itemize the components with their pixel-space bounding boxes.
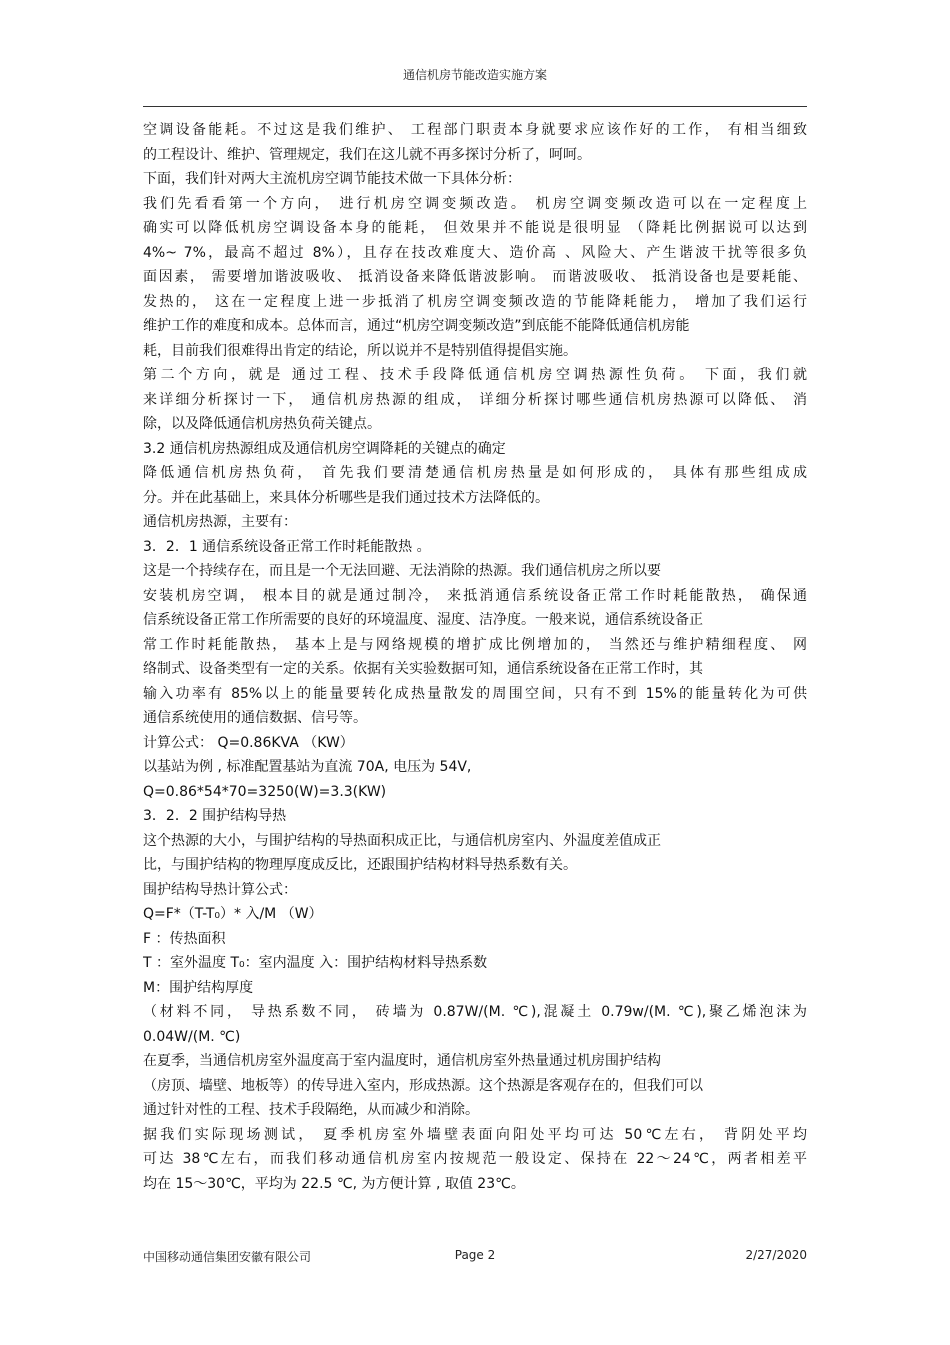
text-line: 通信系统使用的通信数据、信号等。 <box>143 710 367 726</box>
page-header: 通信机房节能改造实施方案 <box>402 68 547 82</box>
text-line: 比，与围护结构的物理厚度成反比，还跟围护结构材料导热系数有关。 <box>143 857 577 873</box>
text-line: 的工程设计、维护、管理规定，我们在这儿就不再多探讨分析了，呵呵。 <box>143 146 591 163</box>
text-line: 下面，我们针对两大主流机房空调节能技术做一下具体分析： <box>143 171 521 187</box>
text-line: 围护结构导热计算公式： <box>143 881 297 898</box>
formula-legend: T ：室外温度 T₀：室内温度 入：围护结构材料导热系数 <box>143 955 488 971</box>
text-line: （房顶、墙壁、地板等）的传导进入室内，形成热源。这个热源是客观存在的，但我们可以 <box>143 1077 703 1094</box>
text-line: 以基站为例 , 标准配置基站为直流 70A, 电压为 54V, <box>143 759 472 775</box>
section-heading: 3.2 通信机房热源组成及通信机房空调降耗的关键点的确定 <box>143 440 506 457</box>
text-line: 我们先看看第一个方向， 进行机房空调变频改造。 机房空调变频改造可以在一定程度上 <box>143 195 807 212</box>
text-line: 可达 38℃左右，而我们移动通信机房室内按规范一般设定、保持在 22～24℃，两者相差平 <box>143 1151 807 1167</box>
formula-legend: M：围护结构厚度 <box>143 979 254 996</box>
text-line: 耗，目前我们很难得出肯定的结论，所以说并不是特别值得提倡实施。 <box>143 342 577 359</box>
text-line: 空调设备能耗。不过这是我们维护、 工程部门职责本身就要求应该作好的工作， 有相当细致 <box>143 122 807 138</box>
header-rule <box>143 106 807 107</box>
formula-line: Q=F*（T-T₀）* 入/M （W） <box>143 906 323 922</box>
text-line: 在夏季，当通信机房室外温度高于室内温度时，通信机房室外热量通过机房围护结构 <box>143 1053 661 1069</box>
subsection-heading: 3．2．2 围护结构导热 <box>143 808 287 824</box>
formula-legend: F ：传热面积 <box>143 930 226 947</box>
text-line: 安装机房空调， 根本目的就是通过制冷， 来抵消通信系统设备正常工作时耗能散热， 确保通 <box>143 587 807 604</box>
text-line: 通过针对性的工程、技术手段隔绝，从而减少和消除。 <box>143 1102 479 1118</box>
text-line: 来详细分析探讨一下， 通信机房热源的组成， 详细分析探讨哪些通信机房热源可以降低、 消 <box>143 391 807 408</box>
formula-line: Q=0.86*54*70=3250(W)=3.3(KW) <box>143 783 387 800</box>
footer-page-number: Page 2 <box>454 1248 496 1262</box>
text-line: 络制式、设备类型有一定的关系。依据有关实验数据可知，通信系统设备在正常工作时，其 <box>143 661 703 677</box>
text-line: 降低通信机房热负荷， 首先我们要清楚通信机房热量是如何形成的， 具体有那些组成成 <box>143 465 807 481</box>
text-line: 维护工作的难度和成本。总体而言，通过“机房空调变频改造”到底能不能降低通信机房能 <box>143 318 690 334</box>
text-line: 这个热源的大小，与围护结构的导热面积成正比，与通信机房室内、外温度差值成正 <box>143 832 661 849</box>
footer-date: 2/27/2020 <box>745 1248 807 1262</box>
formula-line: 计算公式： Q=0.86KVA （KW） <box>143 734 354 751</box>
subsection-heading: 3．2．1 通信系统设备正常工作时耗能散热 。 <box>143 538 431 555</box>
text-line: 4%~ 7%，最高不超过 8%），且存在技改难度大、造价高 、风险大、产生谐波干扰等很多负 <box>143 244 807 261</box>
text-line: 据我们实际现场测试， 夏季机房室外墙壁表面向阳处平均可达 50℃左右， 背阴处平均 <box>143 1126 807 1143</box>
text-line: 这是一个持续存在，而且是一个无法回避、无法消除的热源。我们通信机房之所以要 <box>143 563 661 579</box>
text-line: 确实可以降低机房空调设备本身的能耗， 但效果并不能说是很明显 （降耗比例据说可以达到 <box>143 220 807 236</box>
text-line: 通信机房热源，主要有： <box>143 514 297 530</box>
page-footer <box>143 1248 807 1266</box>
text-line: 0.04W/(M. ℃) <box>143 1028 241 1045</box>
text-line: 发热的， 这在一定程度上进一步抵消了机房空调变频改造的节能降耗能力， 增加了我们运行 <box>143 293 807 310</box>
text-line: 面因素， 需要增加谐波吸收、 抵消设备来降低谐波影响。 而谐波吸收、 抵消设备也是要耗能、 <box>143 269 807 285</box>
text-line: 除，以及降低通信机房热负荷关键点。 <box>143 416 381 432</box>
text-line: 第二个方向，就是 通过工程、技术手段降低通信机房空调热源性负荷。 下面，我们就 <box>143 367 807 383</box>
text-line: 输入功率有 85%以上的能量要转化成热量散发的周围空间，只有不到 15%的能量转化为可供 <box>143 685 807 702</box>
text-line: 分。并在此基础上，来具体分析哪些是我们通过技术方法降低的。 <box>143 489 549 506</box>
body-text <box>143 118 807 1196</box>
text-line: 均在 15～30℃，平均为 22.5 ℃, 为方便计算 , 取值 23℃。 <box>143 1175 525 1192</box>
text-line: 常工作时耗能散热， 基本上是与网络规模的增扩成比例增加的， 当然还与维护精细程度、 网 <box>143 636 807 653</box>
text-line: 信系统设备正常工作所需要的良好的环境温度、湿度、洁净度。一般来说，通信系统设备正 <box>143 612 703 628</box>
text-line: （材料不同， 导热系数不同， 砖墙为 0.87W/(M. ℃),混凝土 0.79w/(M. ℃),聚乙烯泡沫为 <box>143 1004 807 1020</box>
footer-company: 中国移动通信集团安徽有限公司 <box>143 1250 312 1264</box>
